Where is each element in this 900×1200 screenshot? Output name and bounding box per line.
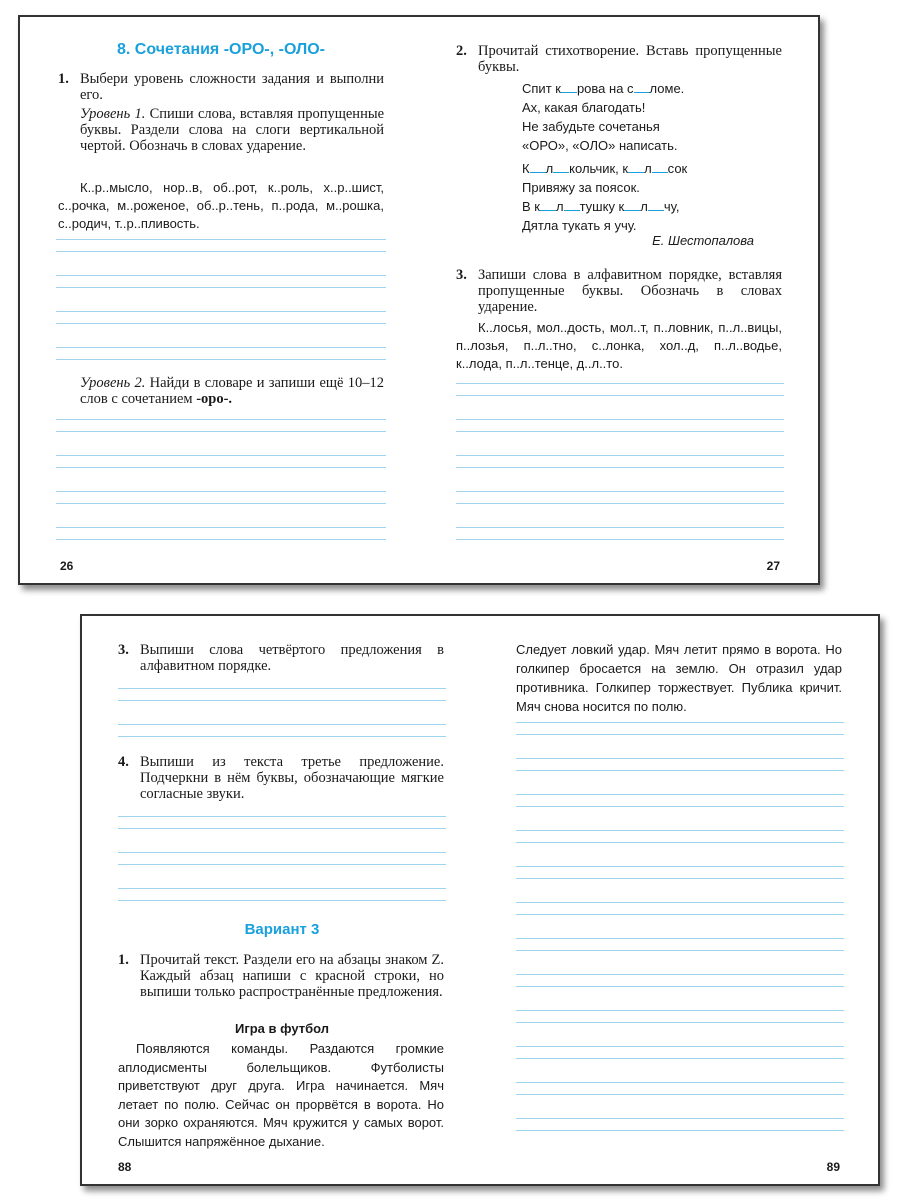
story-text: Появляются команды. Раздаются громкие аплодисменты болельщиков. Футболисты приветствуют друг друга. Игра начинается. Мяч летает по полю. Сейчас он прорвётся в ворота. Но они зорко охраняются. Мяч кружится у самых ворот. Слышится напряжённое дыхание.	[118, 1041, 444, 1149]
task-4	[118, 754, 444, 802]
lesson-title: 8. Сочетания -ОРО-, -ОЛО-	[117, 41, 325, 58]
level-2-label: Уровень 2.	[80, 375, 146, 391]
page-26	[56, 17, 386, 583]
task-text: Выбери уровень сложности задания и выполни его.	[80, 71, 384, 103]
task-text: Выпиши слова четвёртого предложения в алфавитном порядке.	[140, 642, 444, 674]
task-number: 1.	[58, 71, 69, 87]
writing-lines-task-3[interactable]	[456, 383, 784, 543]
level-2-block	[80, 375, 384, 407]
poem-line-5: К л кольчик, к л сок	[522, 161, 688, 176]
task-3	[118, 642, 444, 674]
level-1-words: К..р..мысло, нор..в, об..рот, к..роль, х..р..шист, с..рочка, м..роженое, об..р..тень, п..рода, м..рошка, с..родич, т..р..пливость.	[58, 180, 384, 231]
story-title: Игра в футбол	[234, 1021, 329, 1036]
task-text: Прочитай стихотворение. Вставь пропущенные буквы.	[478, 43, 782, 75]
letter-blank[interactable]	[634, 80, 650, 93]
poem-author: Е. Шестопалова	[652, 233, 754, 248]
task-text: Прочитай текст. Раздели его на абзацы знаком Z. Каждый абзац напиши с красной строки, но выпиши только распространённые предложения.	[140, 952, 444, 1000]
story-continued: Следует ловкий удар. Мяч летит прямо в ворота. Но голкипер бросается на землю. Он отразил удар противника. Голкипер торжествует. Публика кричит. Мяч снова носится по полю.	[516, 642, 842, 714]
task-text: Запиши слова в алфавитном порядке, вставляя пропущенные буквы. Обозначь в словах ударение.	[478, 267, 782, 315]
poem-line-8: Дятла тукать я учу.	[522, 218, 637, 233]
poem-line-7: В к л тушку к л чу,	[522, 199, 680, 214]
task-1	[118, 952, 444, 1000]
task-number: 3.	[456, 267, 467, 283]
task-text: Выпиши из текста третье предложение. Подчеркни в нём буквы, обозначающие мягкие согласные звуки.	[140, 754, 444, 802]
poem-line-2: Ах, какая благодать!	[522, 100, 646, 115]
letter-blank[interactable]	[561, 80, 577, 93]
textbook-spread-pages-26-27	[18, 15, 820, 585]
writing-lines-level-2[interactable]	[56, 419, 386, 544]
page-89	[516, 616, 844, 1184]
poem-line-6: Привяжу за поясок.	[522, 180, 640, 195]
page-number: 27	[766, 559, 780, 573]
writing-lines-level-1[interactable]	[56, 239, 386, 364]
page-number: 89	[826, 1160, 840, 1174]
poem	[522, 79, 762, 250]
letter-blank[interactable]	[540, 198, 556, 211]
poem-line-1: Спит к рова на с ломе.	[522, 81, 685, 96]
writing-lines-task-3[interactable]	[118, 688, 446, 740]
variant-title: Вариант 3	[244, 921, 320, 938]
letter-blank[interactable]	[648, 198, 664, 211]
letter-blank[interactable]	[652, 160, 668, 173]
level-1-block	[80, 106, 384, 154]
task-number: 3.	[118, 642, 129, 658]
task-3-words: К..лосья, мол..дость, мол..т, п..ловник, п..л..вицы, п..лозья, п..л..тно, с..лонка, хол..д, п..л..водье, к..лода, п..л..тенце, д..л..то.	[456, 320, 782, 371]
letter-blank[interactable]	[628, 160, 644, 173]
level-2-pattern: -оро-.	[196, 391, 233, 407]
page-27	[456, 17, 784, 583]
task-number: 2.	[456, 43, 467, 59]
task-number: 1.	[118, 952, 129, 968]
level-2-instructions: Найди в словаре и запиши ещё 10–12 слов с сочетанием	[80, 375, 384, 407]
task-3	[456, 267, 782, 315]
task-number: 4.	[118, 754, 129, 770]
letter-blank[interactable]	[530, 160, 546, 173]
level-1-label: Уровень 1.	[80, 106, 146, 122]
writing-lines-task-4[interactable]	[118, 816, 446, 906]
letter-blank[interactable]	[624, 198, 640, 211]
task-1	[58, 71, 384, 154]
poem-line-3: Не забудьте сочетанья	[522, 119, 660, 134]
letter-blank[interactable]	[553, 160, 569, 173]
page-number: 88	[118, 1160, 132, 1174]
task-2	[456, 43, 782, 75]
writing-lines-story[interactable]	[516, 722, 844, 1142]
textbook-spread-pages-88-89	[80, 614, 880, 1186]
poem-line-4: «ОРО», «ОЛО» написать.	[522, 138, 678, 153]
page-88	[118, 616, 446, 1184]
page-number: 26	[60, 559, 74, 573]
level-1-instructions: Спиши слова, вставляя пропущенные буквы. Раздели слова на слоги вертикальной чертой. Обозначь в словах ударение.	[80, 106, 385, 154]
letter-blank[interactable]	[564, 198, 580, 211]
